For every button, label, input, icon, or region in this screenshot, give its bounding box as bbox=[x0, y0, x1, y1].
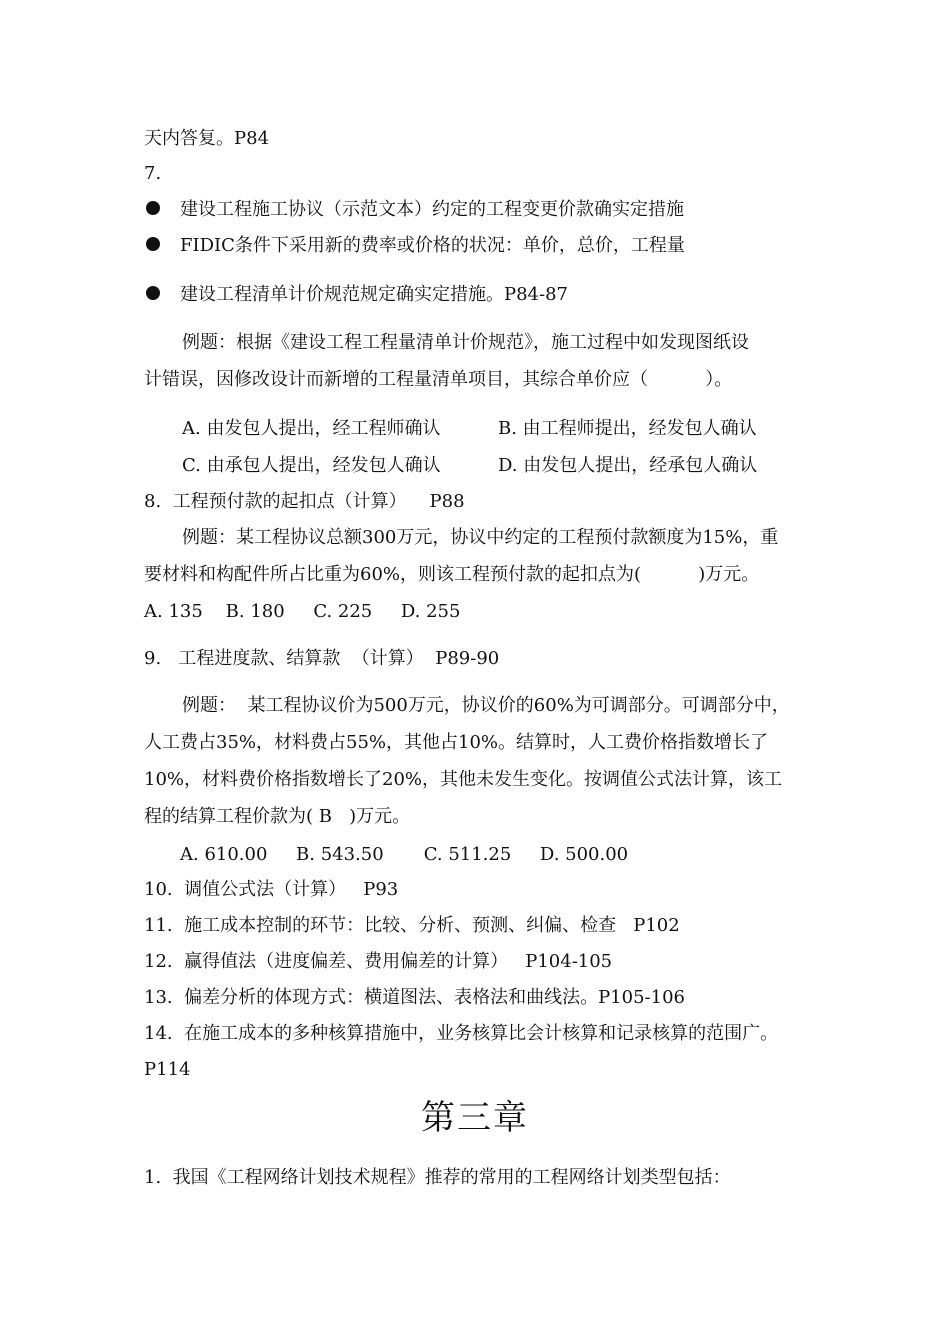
page-reference: P114 bbox=[144, 1059, 191, 1080]
example-text: 例题：某工程协议总额300万元，协议中约定的工程预付款额度为15%，重 bbox=[182, 527, 779, 548]
option-d: D. 由发包人提出，经承包人确认 bbox=[498, 455, 758, 476]
section-heading: 12. 赢得值法（进度偏差、费用偏差的计算） P104-105 bbox=[144, 951, 613, 972]
bullet-icon bbox=[146, 286, 160, 300]
bullet-text: FIDIC条件下采用新的费率或价格的状况：单价，总价，工程量 bbox=[180, 235, 685, 256]
bullet-icon bbox=[146, 237, 160, 251]
section-heading: 11. 施工成本控制的环节：比较、分析、预测、纠偏、检查 P102 bbox=[144, 915, 680, 936]
section-heading: 9. 工程进度款、结算款 （计算） P89-90 bbox=[144, 648, 500, 669]
example-text: 10%，材料费价格指数增长了20%，其他未发生变化。按调值公式法计算，该工 bbox=[144, 769, 783, 790]
example-text: 计错误，因修改设计而新增的工程量清单项目，其综合单价应（ ）。 bbox=[144, 369, 733, 390]
bullet-icon bbox=[146, 201, 160, 215]
example-text: 程的结算工程价款为( B )万元。 bbox=[144, 806, 411, 827]
example-options: A. 135 B. 180 C. 225 D. 255 bbox=[144, 601, 461, 622]
section-heading: 8. 工程预付款的起扣点（计算） P88 bbox=[144, 491, 465, 512]
bullet-item bbox=[144, 234, 685, 258]
option-b: B. 由工程师提出，经发包人确认 bbox=[498, 418, 757, 439]
bullet-item bbox=[144, 198, 684, 222]
section-number: 7. bbox=[144, 163, 162, 184]
example-text: 例题： 某工程协议价为500万元，协议价的60%为可调部分。可调部分中， bbox=[182, 695, 790, 716]
section-heading: 10. 调值公式法（计算） P93 bbox=[144, 879, 399, 900]
section-heading: 1. 我国《工程网络计划技术规程》推荐的常用的工程网络计划类型包括： bbox=[144, 1167, 731, 1188]
section-heading: 14. 在施工成本的多种核算措施中，业务核算比会计核算和记录核算的范围广。 bbox=[144, 1023, 779, 1044]
text-line: 天内答复。P84 bbox=[144, 128, 270, 149]
example-text: 人工费占35%，材料费占55%，其他占10%。结算时，人工费价格指数增长了 bbox=[144, 732, 769, 753]
bullet-text: 建设工程施工协议（示范文本）约定的工程变更价款确实定措施 bbox=[180, 199, 684, 220]
option-a: A. 由发包人提出，经工程师确认 bbox=[182, 418, 441, 439]
example-options: A. 610.00 B. 543.50 C. 511.25 D. 500.00 bbox=[180, 844, 629, 865]
bullet-item bbox=[144, 283, 568, 307]
chapter-title: 第三章 bbox=[421, 1098, 529, 1138]
example-text: 例题：根据《建设工程工程量清单计价规范》，施工过程中如发现图纸设 bbox=[182, 332, 749, 353]
section-heading: 13. 偏差分析的体现方式：横道图法、表格法和曲线法。P105-106 bbox=[144, 987, 685, 1008]
bullet-text: 建设工程清单计价规范规定确实定措施。P84-87 bbox=[180, 284, 569, 305]
example-text: 要材料和构配件所占比重为60%，则该工程预付款的起扣点为( )万元。 bbox=[144, 564, 760, 585]
option-c: C. 由承包人提出，经发包人确认 bbox=[182, 455, 441, 476]
